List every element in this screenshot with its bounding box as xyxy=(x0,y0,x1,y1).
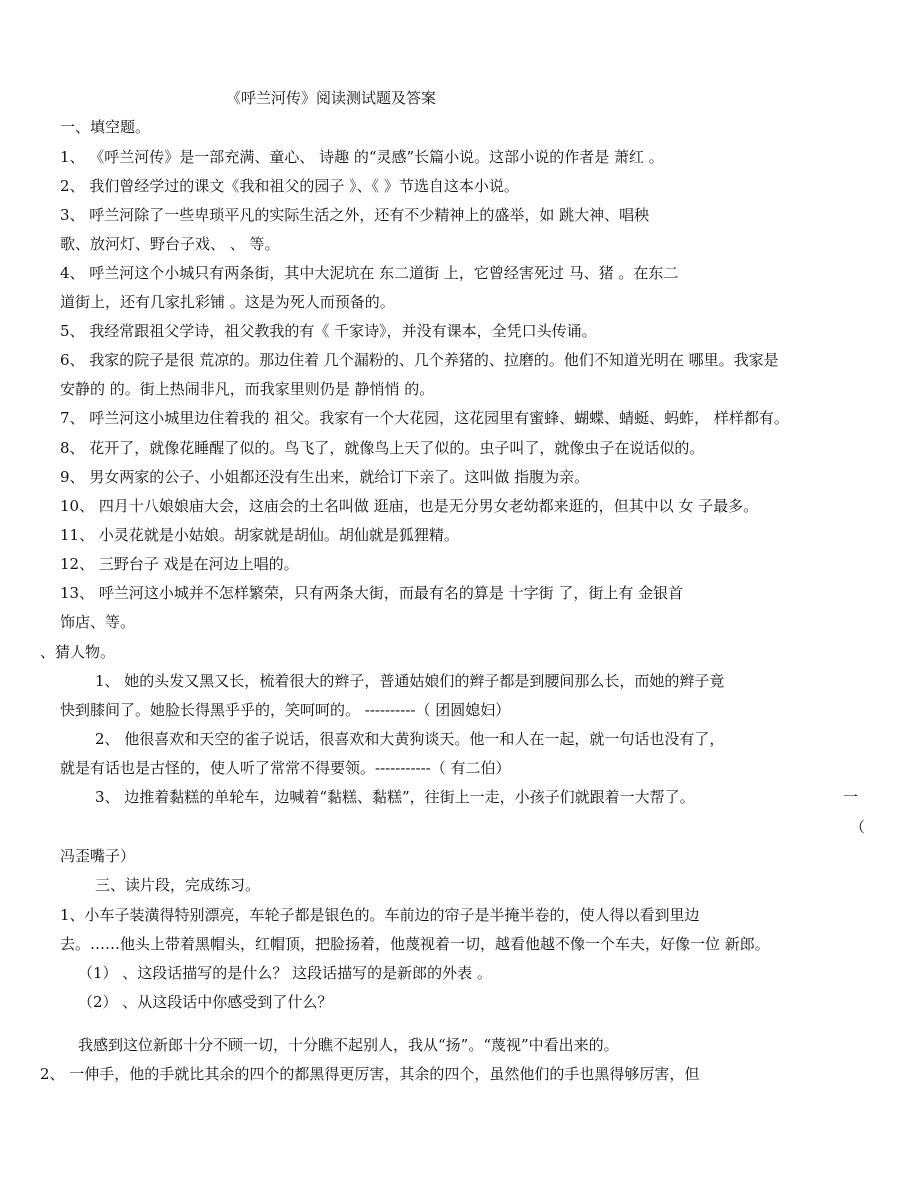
question-line: 道街上，还有几家扎彩铺 。这是为死人而预备的。 xyxy=(60,293,395,311)
answer-line: 我感到这位新郎十分不顾一切，十分瞧不起别人，我从“扬”。“蔑视”中看出来的。 xyxy=(78,1036,619,1054)
section-heading-reading: 三、读片段，完成练习。 xyxy=(95,876,261,894)
answer-paren-fragment: （ xyxy=(850,818,866,836)
question-line: 9、 男女两家的公子、小姐都还没有生出来，就给订下亲了。这叫做 指腹为亲。 xyxy=(60,468,590,486)
question-line: 1、 她的头发又黑又长，梳着很大的辫子，普通姑娘们的辫子都是到腰间那么长，而她的辫子竟 xyxy=(95,672,725,690)
question-line: 6、 我家的院子是很 荒凉的。那边住着 几个漏粉的、几个养猪的、拉磨的。他们不知道光明在 哪里。我家是 xyxy=(60,351,779,369)
question-line: 11、 小灵花就是小姑娘。胡家就是胡仙。胡仙就是狐狸精。 xyxy=(60,526,459,544)
document-title: 《呼兰河传》阅读测试题及答案 xyxy=(226,89,437,107)
question-line: 3、 边推着黏糕的单轮车，边喊着“黏糕、黏糕”，往街上一走，小孩子们就跟着一大帮了。 xyxy=(95,788,695,806)
question-line: 2、 我们曾经学过的课文《我和祖父的园子 》、《 》节选自这本小说。 xyxy=(60,177,519,195)
question-line: （2） 、从这段话中你感受到了什么？ xyxy=(78,993,333,1011)
question-line: 4、 呼兰河这个小城只有两条街，其中大泥坑在 东二道街 上，它曾经害死过 马、猪 。在东二 xyxy=(60,264,679,282)
question-line: 2、 一伸手，他的手就比其余的四个的都黑得更厉害，其余的四个，虽然他们的手也黑得够厉害，但 xyxy=(40,1065,700,1083)
answer-dash-fragment: 一 xyxy=(843,788,859,806)
question-line: 2、 他很喜欢和天空的雀子说话，很喜欢和大黄狗谈天。他一和人在一起，就一句话也没有了， xyxy=(95,730,725,748)
question-line: 就是有话也是古怪的，使人听了常常不得要领。-----------（ 有二伯） xyxy=(60,759,511,777)
question-line: 歌、放河灯、野台子戏、 、 等。 xyxy=(60,235,280,253)
question-line: 10、 四月十八娘娘庙大会，这庙会的土名叫做 逛庙，也是无分男女老幼都来逛的，但其中以 女 子最多。 xyxy=(60,497,759,515)
question-line: 7、 呼兰河这小城里边住着我的 祖父。我家有一个大花园，这花园里有蜜蜂、蝴蝶、蜻蜓、蚂蚱， 样样都有。 xyxy=(60,409,789,427)
section-heading-guess-character: 、猜人物。 xyxy=(40,643,116,661)
question-line: 去。……他头上带着黑帽头，红帽顶，把脸扬着，他蔑视着一切，越看他越不像一个车夫，好像一位 新郎。 xyxy=(60,935,770,953)
section-heading-fill-blank: 一、填空题。 xyxy=(60,118,151,136)
question-line: 饰店、等。 xyxy=(60,613,136,631)
question-line: 安静的 的。街上热闹非凡，而我家里则仍是 静悄悄 的。 xyxy=(60,380,435,398)
question-line: 1、 《呼兰河传》是一部充满、童心、 诗趣 的“灵感”长篇小说。这部小说的作者是 萧红 。 xyxy=(60,148,664,166)
question-line: 冯歪嘴子） xyxy=(60,847,136,865)
question-line: 1、小车子装潢得特别漂亮，车轮子都是银色的。车前边的帘子是半掩半卷的，使人得以看到里边 xyxy=(60,906,700,924)
question-line: （1） 、这段话描写的是什么？ 这段话描写的是新郎的外表 。 xyxy=(78,964,492,982)
question-line: 快到膝间了。她脸长得黑乎乎的，笑呵呵的。 ----------（ 团圆媳妇） xyxy=(60,701,511,719)
question-line: 3、 呼兰河除了一些卑琐平凡的实际生活之外，还有不少精神上的盛举，如 跳大神、唱秧 xyxy=(60,206,650,224)
question-line: 12、 三野台子 戏是在河边上唱的。 xyxy=(60,555,299,573)
question-line: 8、 花开了，就像花睡醒了似的。鸟飞了，就像鸟上天了似的。虫子叫了，就像虫子在说话似的。 xyxy=(60,439,705,457)
question-line: 5、 我经常跟祖父学诗，祖父教我的有《 千家诗》，并没有课本，全凭口头传诵。 xyxy=(60,322,597,340)
question-line: 13、 呼兰河这小城并不怎样繁荣，只有两条大街，而最有名的算是 十字街 了，街上有 金银首 xyxy=(60,584,684,602)
